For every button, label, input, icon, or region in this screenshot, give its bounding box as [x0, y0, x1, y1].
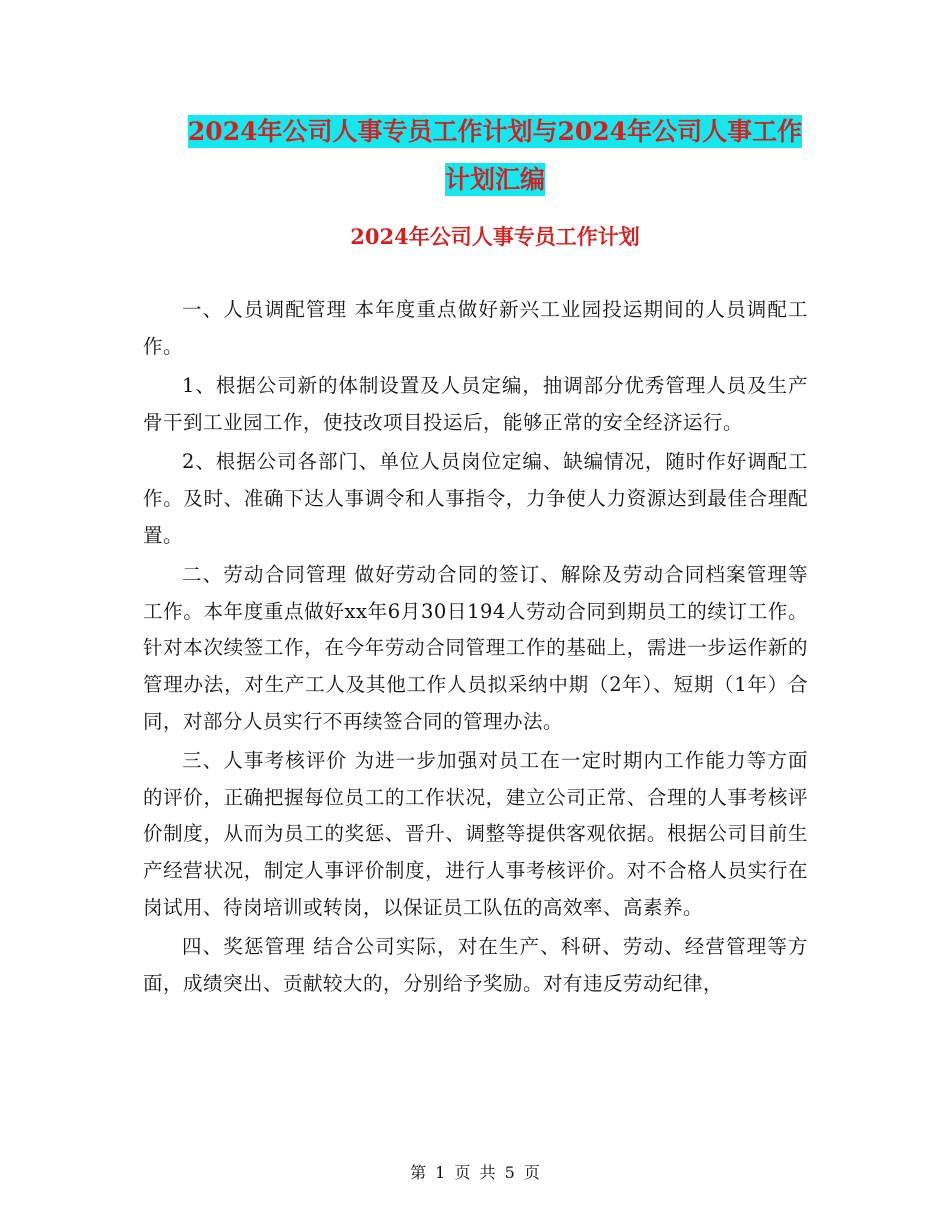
paragraph-labor-contract: 二、劳动合同管理 做好劳动合同的签订、解除及劳动合同档案管理等工作。本年度重点做好xx年6月30日194人劳动合同到期员工的续订工作。针对本次续签工作，在今年劳动合同管理工作的基础上，需进一步运作新的管理办法，对生产工人及其他工作人员拟采纳中期（2年）、短期（1年）合同，对部分人员实行不再续签合同的管理办法。	[143, 563, 808, 733]
paragraph-rewards: 四、奖惩管理 结合公司实际，对在生产、科研、劳动、经营管理等方面，成绩突出、贡献较大的，分别给予奖励。对有违反劳动纪律，	[143, 935, 808, 995]
paragraph-item-2: 2、根据公司各部门、单位人员岗位定编、缺编情况，随时作好调配工作。及时、准确下达人事调令和人事指令，力争使人力资源达到最佳合理配置。	[143, 450, 808, 547]
document-title-line1: 2024年公司人事专员工作计划与2024年公司人事工作	[187, 117, 803, 146]
paragraph-evaluation: 三、人事考核评价 为进一步加强对员工在一定时期内工作能力等方面的评价，正确把握每位员工的工作状况，建立公司正常、合理的人事考核评价制度，从而为员工的奖惩、晋升、调整等提供客观依据。根据公司目前生产经营状况，制定人事评价制度，进行人事考核评价。对不合格人员实行在岗试用、待岗培训或转岗，以保证员工队伍的高效率、高素养。	[143, 749, 808, 919]
paragraph-personnel-allocation: 一、人员调配管理 本年度重点做好新兴工业园投运期间的人员调配工作。	[143, 298, 808, 358]
section-title: 2024年公司人事专员工作计划	[350, 224, 640, 249]
paragraph-item-1: 1、根据公司新的体制设置及人员定编，抽调部分优秀管理人员及生产骨干到工业园工作，使技改项目投运后，能够正常的安全经济运行。	[143, 374, 808, 434]
page-footer: 第 1 页 共 5 页	[410, 1163, 540, 1182]
document-title	[140, 108, 850, 204]
document-title-line2: 计划汇编	[444, 165, 545, 194]
document-body	[143, 292, 808, 1005]
